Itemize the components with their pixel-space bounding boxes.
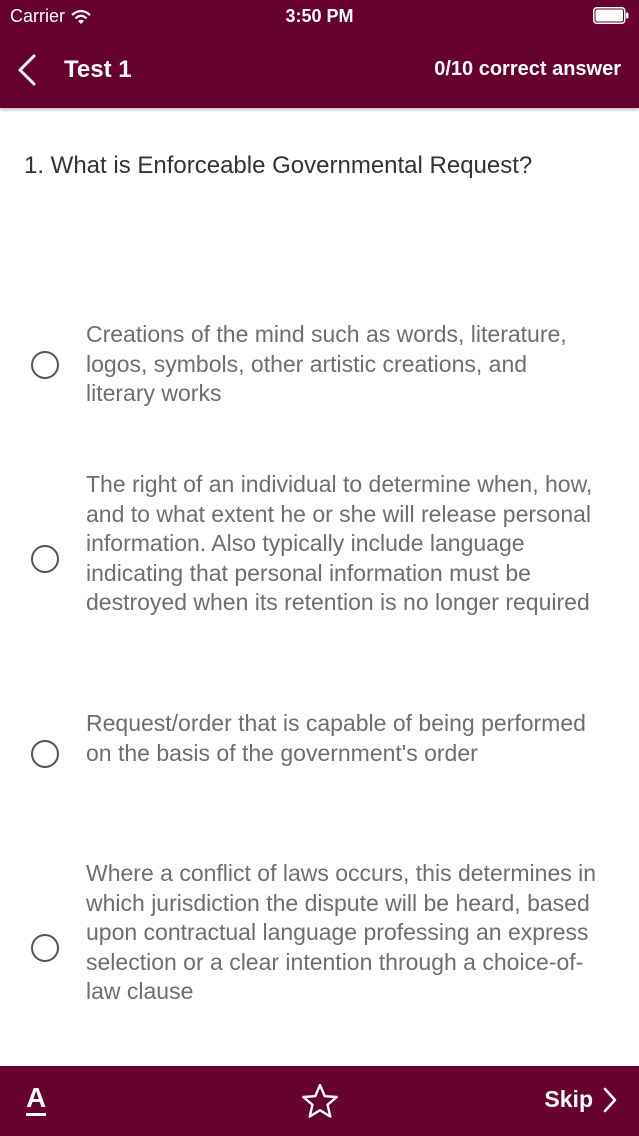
answer-option[interactable] [0,470,639,650]
navigation-bar [0,32,639,108]
answer-option-text: Creations of the mind such as words, literature, logos, symbols, other artistic creations, and literary works [86,321,567,406]
page-title: Test 1 [64,56,132,83]
status-time: 3:50 PM [285,6,354,26]
answer-option-text: Where a conflict of laws occurs, this determines in which jurisdiction the dispute will be heard, based upon contractual language professing an express selection or a clear intention through a choice-of-law clause [86,860,597,1004]
answer-option-text: Request/order that is capable of being performed on the basis of the government's order [86,710,586,766]
status-bar [0,0,639,32]
battery-icon [593,7,629,24]
answer-option[interactable] [0,320,639,410]
answer-option[interactable] [0,859,639,1039]
bottom-toolbar [0,1066,639,1136]
star-icon[interactable] [301,1083,339,1119]
back-chevron-icon[interactable] [14,54,40,86]
skip-label: Skip [544,1086,593,1112]
chevron-right-icon [603,1087,617,1113]
radio-button[interactable] [31,351,59,379]
carrier-label: Carrier [10,6,66,26]
radio-button[interactable] [31,545,59,573]
skip-button[interactable] [544,1086,617,1113]
font-size-icon[interactable]: A [26,1084,46,1116]
answer-option-text: The right of an individual to determine when, how, and to what extent he or she will release personal information. Also typically include language indicating that personal information must be destroyed when its retention is no longer required [86,471,593,615]
answer-option[interactable] [0,709,639,799]
radio-button[interactable] [31,740,59,768]
question-text: 1. What is Enforceable Governmental Request? [24,152,533,179]
score-label: 0/10 correct answer [434,58,621,80]
radio-button[interactable] [31,934,59,962]
